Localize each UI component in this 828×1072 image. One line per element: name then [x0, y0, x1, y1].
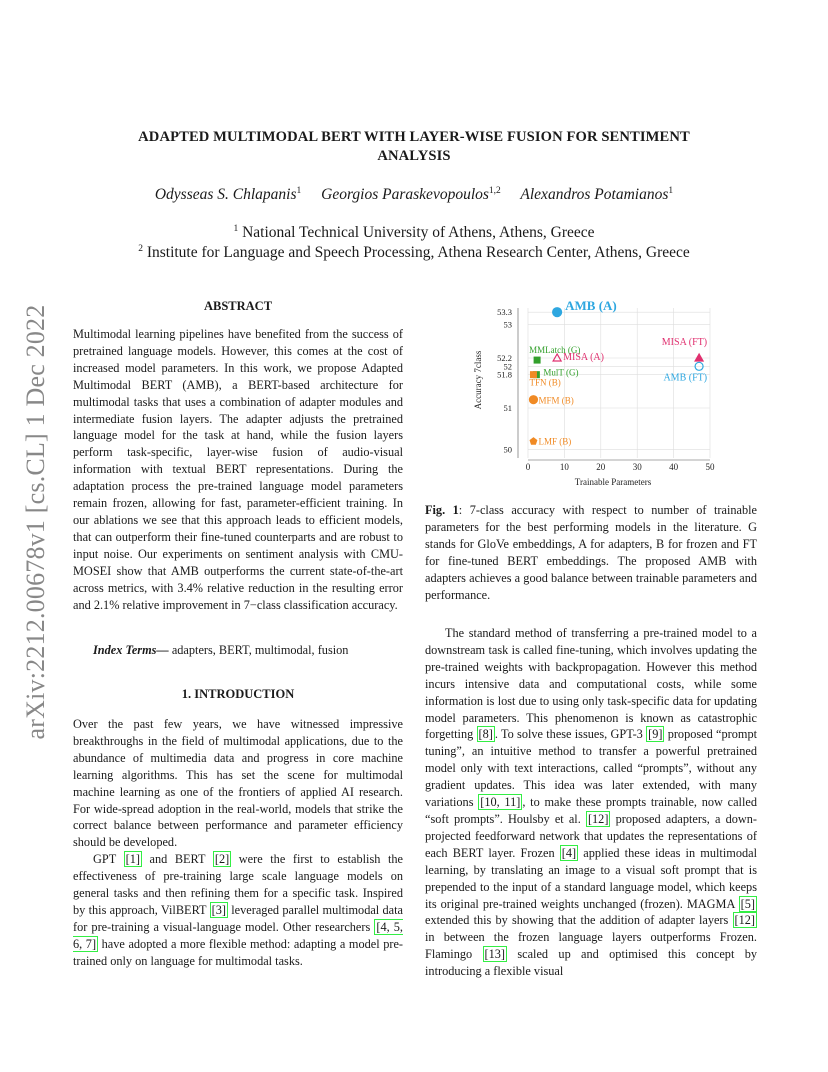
intro-paragraph-1: Over the past few years, we have witnessed impressive breakthroughs in the field of multimodal applications, due to the abundance of multimedia data and progress in core machine learning algorithms. This has set the scene for multimodal machine learning as one of the frontiers of applied AI research. For wide-spread adoption in the real-world, models that strike the correct balance between performance and parameter efficiency should be developed.	[73, 717, 403, 850]
marker-mfm-b	[529, 396, 537, 404]
author-affil-mark: 1	[668, 186, 674, 196]
x-tick-label: 20	[596, 462, 606, 472]
citation-link[interactable]: [4]	[561, 845, 577, 860]
title-line-2: ANALYSIS	[377, 148, 451, 164]
index-terms-label: Index Terms—	[93, 643, 169, 657]
citation-link[interactable]: [12]	[734, 913, 755, 928]
citation-link[interactable]: [5]	[740, 896, 755, 911]
chart-axes	[497, 307, 715, 472]
author-affil-mark: 1,2	[488, 186, 501, 196]
point-label: AMB (FT)	[663, 372, 708, 384]
affil-mark: 2	[138, 244, 143, 254]
figure-label: Fig. 1	[425, 503, 459, 517]
point-label: MISA (FT)	[661, 337, 708, 348]
marker-amb-a	[553, 308, 562, 317]
point-label: MMLatch (G)	[529, 345, 581, 356]
point-label: MFM (B)	[538, 395, 574, 406]
point-label: AMB (A)	[565, 300, 617, 314]
abstract-text: Multimodal learning pipelines have benefited from the success of pretrained language models. However, this comes at the cost of increased model parameters. In this work, we propose Adapted Multimodal BERT (AMB), a BERT-based architecture for multimodal tasks that uses a combination of adapter modules and intermediate fusion layers. The adapter adjusts the pretrained language model for the task at hand, while the fusion layers perform task-specific, layer-wise fusion of audio-visual information with textual BERT representations. During the adaptation process the pre-trained language model parameters remain frozen, allowing for fast, parameter-efficient training. In our ablations we see that this approach leads to efficient models, that can outperform their fine-tuned counterparts and are robust to input noise. Our experiments on sentiment analysis with CMU-MOSEI show that AMB outperforms the current state-of-the-art across metrics, with 3.4% relative reduction in the resulting error and 2.1% relative improvement in 7−class classification accuracy.	[73, 327, 403, 612]
citation-link[interactable]: [12]	[587, 811, 609, 826]
point-label: MISA (A)	[563, 352, 604, 363]
caption-text: : 7-class accuracy with respect to number of trainable parameters for the best performing models in the literature. G stands for GloVe embeddings, A for adapters, B for frozen and FT for fine-tuned BERT embeddings. The proposed AMB with adapters achieves a good balance between trainable parameters and performance.	[425, 503, 758, 602]
author-list	[60, 186, 768, 204]
citation-link[interactable]: [10, 11]	[480, 795, 521, 810]
x-tick-label: 50	[705, 462, 715, 472]
author-affil-mark: 1	[296, 186, 302, 196]
accuracy-scatter-chart	[468, 300, 758, 492]
author-name: Alexandros Potamianos	[520, 186, 669, 204]
intro-paragraph-2: GPT [1] and BERT [2] were the first to establish the effectiveness of pre-training large scale language models on general tasks and then refining them for a specific task. Inspired by this approach, VilBERT [3] leveraged parallel multimodal data for pre-training a visual-language model. Other researchers [4, 5, 6, 7] have adopted a more flexible method: adapting a model pre-trained only on language for multimodal tasks.	[73, 852, 404, 968]
citation-link[interactable]: [3]	[211, 902, 226, 917]
citation-link[interactable]: [4, 5, 6, 7]	[73, 919, 403, 951]
paper-title	[90, 128, 738, 166]
y-tick-label: 53.3	[497, 307, 512, 318]
affiliation-1	[60, 224, 768, 242]
intro-body	[73, 716, 403, 970]
x-tick-label: 10	[559, 462, 569, 472]
y-tick-label: 52	[503, 361, 512, 372]
x-tick-label: 30	[632, 462, 642, 472]
chart-points	[529, 300, 707, 446]
y-tick-label: 50	[503, 444, 512, 455]
intro-heading: 1. INTRODUCTION	[181, 687, 295, 701]
y-tick-label: 51.8	[497, 369, 512, 380]
y-tick-label: 53	[503, 319, 512, 330]
marker-mmlatch-g	[534, 357, 540, 363]
citation-link[interactable]: [2]	[214, 852, 230, 867]
citation-link[interactable]: [13]	[484, 947, 505, 962]
y-tick-label: 52.2	[497, 353, 512, 363]
x-tick-label: 40	[669, 462, 679, 472]
citation-link[interactable]: [1]	[125, 852, 140, 867]
y-tick-label: 51	[503, 403, 512, 413]
affil-text: Institute for Language and Speech Processing, Athena Research Center, Athens, Greece	[146, 244, 690, 262]
point-label: LMF (B)	[538, 436, 572, 447]
author-name: Georgios Paraskevopoulos	[321, 186, 489, 204]
author-name: Odysseas S. Chlapanis	[154, 186, 297, 204]
marker-lmf-b	[530, 438, 537, 444]
point-label: TFN (B)	[529, 377, 561, 388]
affil-text: National Technical University of Athens, Athens, Greece	[242, 224, 595, 242]
marker-misa-ft	[695, 354, 703, 361]
x-tick-label: 0	[525, 462, 531, 472]
title-line-1: ADAPTED MULTIMODAL BERT WITH LAYER-WISE FUSION FOR SENTIMENT	[138, 129, 690, 145]
x-axis-label: Trainable Parameters	[574, 477, 652, 487]
index-terms	[73, 642, 403, 659]
abstract-heading: ABSTRACT	[203, 299, 273, 313]
arxiv-stamp	[21, 292, 51, 752]
point-label: MulT (G)	[543, 367, 579, 378]
paragraph-fine-tuning: The standard method of transferring a pre-trained model to a downstream task is called fine-tuning, which involves updating the pre-trained weights with backpropagation. However this method incurs intensive data and computational costs, while some information is lost due to using only task-specific data for updating model parameters. This phenomenon is known as catastrophic forgetting [8] . To solve these issues, GPT-3 [9] proposed “prompt tuning”, an intuitive method to transfer a powerful pretrained model only with text interactions, called “prompts”, without any gradient updates. This idea was later extended, with many variations [10, 11] , to make these prompts trainable, now called “soft prompts”. Houlsby et al. [12] proposed adapters, a down-projected feedforward network that updates the representations of each BERT layer. Frozen [4] applied these ideas in multimodal learning, by translating an image to a visual soft prompt that is prepended to the input of a standard language model, which keeps its original pre-trained weights unchanged (frozen). MAGMA [5] extended this by showing that the addition of adapter layers [12] in between the frozen language layers outperforms Frozen. Flamingo [13] scaled up and optimised this concept by introducing a flexible visual	[425, 626, 758, 979]
affil-mark: 1	[233, 224, 239, 234]
citation-link[interactable]: [9]	[648, 727, 663, 742]
figure-caption	[425, 502, 757, 603]
affiliation-2	[60, 244, 768, 262]
right-column-body	[425, 625, 757, 980]
citation-link[interactable]: [8]	[478, 727, 493, 742]
figure-1	[468, 300, 758, 492]
arxiv-stamp-text: arXiv:2212.00678v1 [cs.CL] 1 Dec 2022	[21, 304, 50, 740]
y-axis-label: Accuracy 7class	[473, 350, 483, 410]
abstract-body	[73, 326, 403, 613]
index-terms-text: adapters, BERT, multimodal, fusion	[171, 643, 349, 657]
